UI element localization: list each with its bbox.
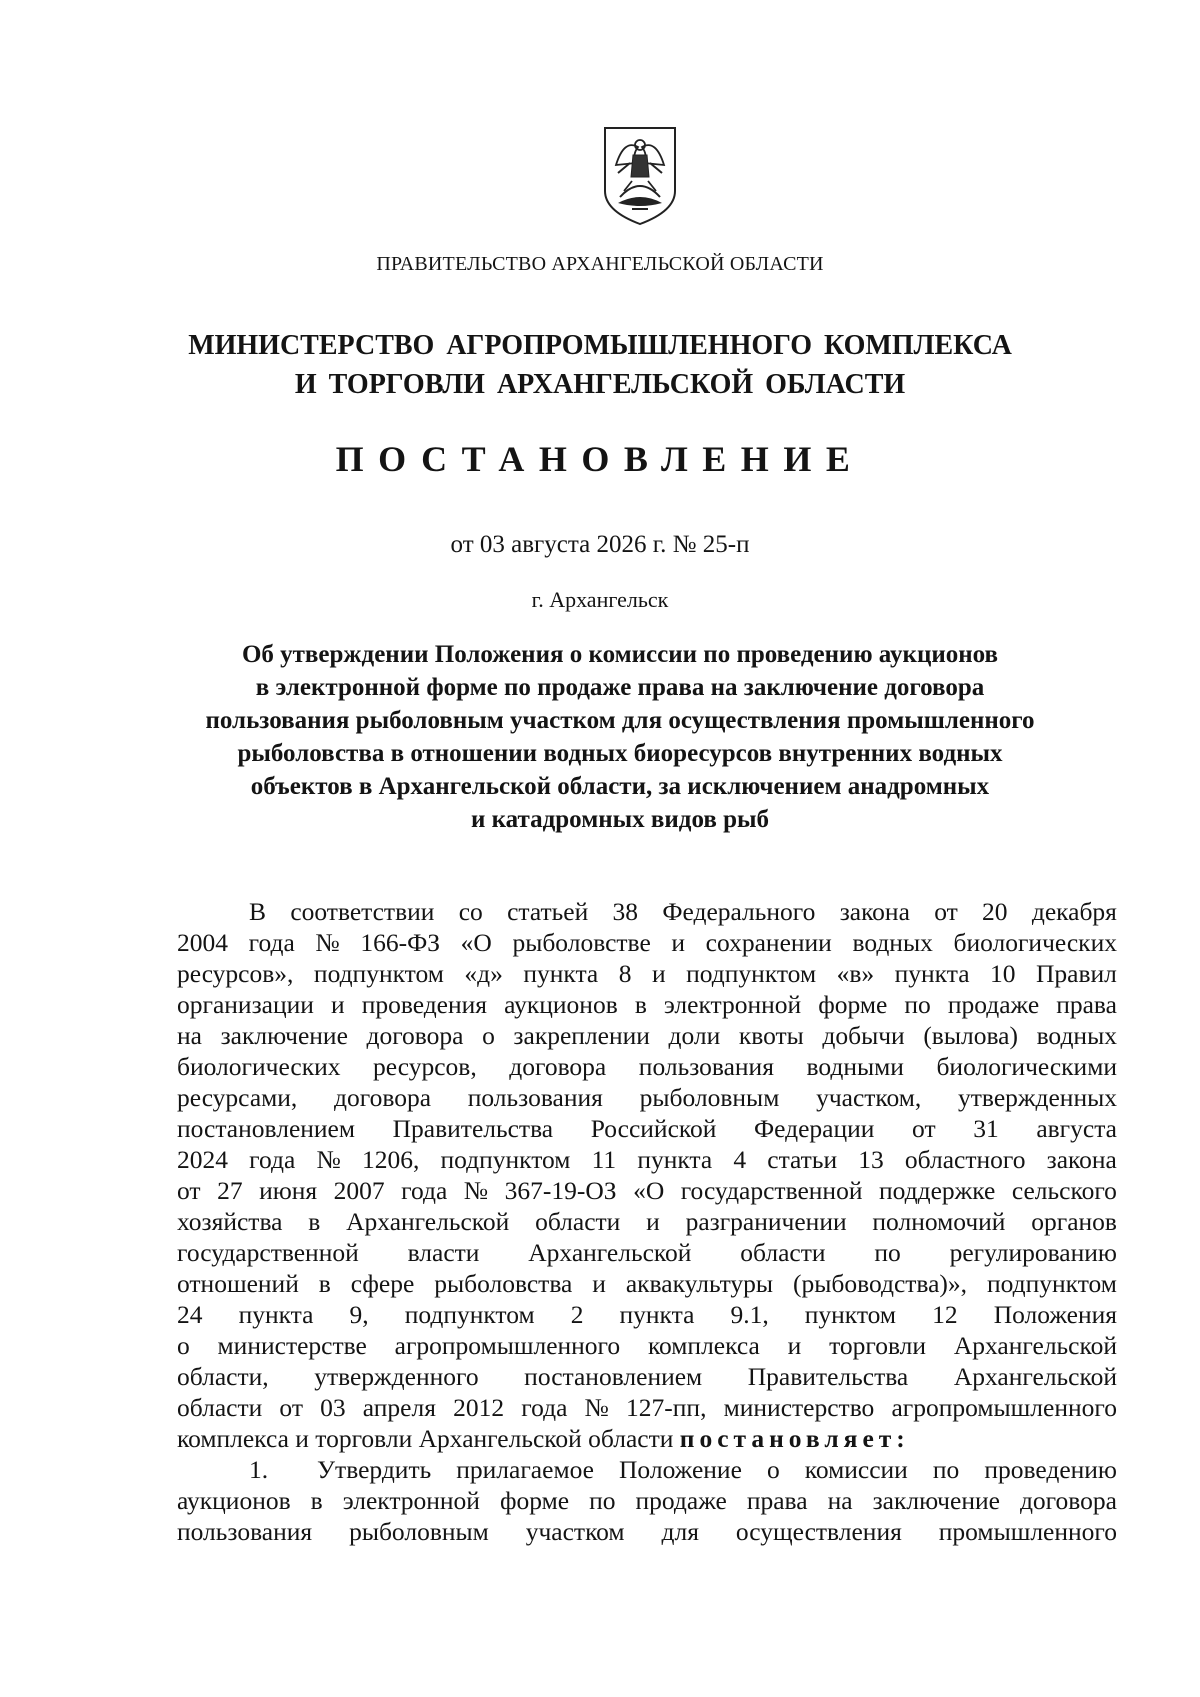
body-line: [177, 1423, 1117, 1454]
body-word: прилагаемое: [456, 1455, 594, 1484]
body-word: 12: [932, 1300, 958, 1329]
ministry-name-line: И ТОРГОВЛИ АРХАНГЕЛЬСКОЙ ОБЛАСТИ: [294, 369, 906, 400]
body-word: от: [279, 1393, 303, 1422]
body-word: агропромышленного: [891, 1393, 1117, 1422]
body-word: Федерального: [662, 897, 816, 926]
body-line: [177, 1175, 1117, 1206]
body-word: от: [912, 1114, 936, 1143]
body-word: продаже: [947, 990, 1040, 1019]
body-word: 20: [982, 897, 1008, 926]
body-word: рыболовным: [349, 1517, 489, 1546]
body-word: ресурсами,: [177, 1083, 298, 1112]
title-line: в электронной форме по продаже права на заключение договора: [255, 674, 985, 701]
body-word: договора: [334, 1083, 432, 1112]
body-word: 127-пп,: [626, 1393, 707, 1422]
body-word: рыболовным: [639, 1083, 780, 1112]
body-word: аквакультуры: [625, 1269, 774, 1298]
body-word: участком: [525, 1517, 625, 1546]
body-word: по: [874, 1238, 901, 1267]
body-word: пункта: [637, 1145, 713, 1174]
document-title: [140, 638, 1100, 836]
body-word: 166-ФЗ: [360, 928, 441, 957]
document-body: [177, 896, 1117, 1547]
body-word: 27: [217, 1176, 243, 1205]
resolution-keyword: постановляет:: [679, 1424, 910, 1453]
body-word: соответствии: [290, 897, 435, 926]
body-line: [177, 1051, 1117, 1082]
body-line: [177, 1516, 1117, 1547]
body-line: [177, 1113, 1117, 1144]
body-line: [177, 896, 1117, 927]
body-word: 24: [177, 1300, 203, 1329]
body-word: Федерации: [754, 1114, 875, 1143]
body-word: аукционов: [177, 1486, 291, 1515]
body-word: о: [177, 1331, 190, 1360]
body-word: агропромышленного: [394, 1331, 621, 1360]
clause-number: 1.: [249, 1455, 269, 1484]
body-word: пользования: [638, 1052, 774, 1081]
body-word: электронной: [342, 1486, 480, 1515]
body-word: заключение: [220, 1021, 348, 1050]
body-word: августа: [1036, 1114, 1117, 1143]
body-word: года: [249, 1145, 296, 1174]
body-word: пользования: [467, 1083, 603, 1112]
body-word: со: [458, 897, 483, 926]
body-word: форме: [818, 990, 888, 1019]
body-word: 11: [591, 1145, 617, 1174]
body-word: области: [740, 1238, 826, 1267]
body-word: пункта: [619, 1300, 695, 1329]
body-word: Российской: [590, 1114, 717, 1143]
body-word: постановлением: [177, 1114, 356, 1143]
body-word: закона: [1046, 1145, 1117, 1174]
body-word: №: [316, 1145, 341, 1174]
body-line: [177, 1020, 1117, 1051]
body-line: [177, 1330, 1117, 1361]
body-word: Правительства: [392, 1114, 554, 1143]
body-word: Архангельской: [528, 1238, 692, 1267]
document-type: ПОСТАНОВЛЕНИЕ: [335, 439, 865, 479]
body-word: органов: [1031, 1207, 1117, 1236]
body-line: [177, 989, 1117, 1020]
body-word: Положение: [619, 1455, 742, 1484]
body-word: 1206,: [361, 1145, 420, 1174]
body-word: рыболовстве: [512, 928, 651, 957]
body-word: и: [787, 1331, 802, 1360]
body-word: заключение: [872, 1486, 1000, 1515]
body-word: 31: [973, 1114, 999, 1143]
document-date-number: от 03 августа 2026 г. № 25-п: [450, 531, 750, 558]
body-word: Положения: [993, 1300, 1117, 1329]
body-word: Архангельской: [953, 1331, 1117, 1360]
body-word: по: [904, 990, 931, 1019]
body-word: подпунктом: [404, 1300, 535, 1329]
body-word: (вылова): [923, 1021, 1018, 1050]
body-word: электронной: [663, 990, 802, 1019]
body-word: 4: [733, 1145, 747, 1174]
body-line: [177, 958, 1117, 989]
body-word: утвержденного: [314, 1362, 479, 1391]
body-word: в: [308, 1207, 321, 1236]
body-word: «О: [633, 1176, 665, 1205]
body-line: [177, 1485, 1117, 1516]
body-word: утвержденных: [958, 1083, 1117, 1112]
body-word: торговли: [829, 1331, 927, 1360]
body-word: договора: [509, 1052, 607, 1081]
body-word: (рыбоводства)»,: [792, 1269, 968, 1298]
body-word: Архангельской: [953, 1362, 1117, 1391]
body-word: 9,: [349, 1300, 369, 1329]
body-word: года: [521, 1393, 568, 1422]
body-line-words: [317, 1454, 1117, 1485]
body-word: проведения: [361, 990, 488, 1019]
body-word: 2012: [453, 1393, 505, 1422]
body-word: продаже: [635, 1486, 727, 1515]
body-word: 367-19-ОЗ: [504, 1176, 617, 1205]
body-word: Архангельской: [346, 1207, 510, 1236]
body-word: отношений: [177, 1269, 299, 1298]
body-word: закона: [839, 897, 910, 926]
body-word: 2004: [177, 928, 228, 957]
body-word: Правил: [1036, 959, 1117, 988]
body-word: пункта: [894, 959, 970, 988]
government-name: ПРАВИТЕЛЬСТВО АРХАНГЕЛЬСКОЙ ОБЛАСТИ: [376, 253, 824, 275]
body-word: биологическими: [936, 1052, 1117, 1081]
body-line: [177, 1361, 1117, 1392]
body-word: разграничении: [685, 1207, 847, 1236]
body-word: областного: [904, 1145, 1026, 1174]
ministry-name-line: МИНИСТЕРСТВО АГРОПРОМЫШЛЕННОГО КОМПЛЕКСА: [188, 330, 1012, 361]
body-word: подпунктом: [986, 1269, 1117, 1298]
body-word: Правительства: [747, 1362, 909, 1391]
title-line: Об утверждении Положения о комиссии по проведению аукционов: [241, 641, 999, 668]
body-word: промышленного: [938, 1517, 1117, 1546]
body-word: участком,: [816, 1083, 922, 1112]
body-word: сохранении: [705, 928, 832, 957]
body-line: [177, 1268, 1117, 1299]
body-word: 2024: [177, 1145, 228, 1174]
body-word: 38: [612, 897, 639, 926]
body-word: 10: [990, 959, 1016, 988]
body-word: водных: [1036, 1021, 1117, 1050]
body-word: №: [315, 928, 340, 957]
body-word: аукционов: [504, 990, 618, 1019]
body-word: в: [318, 1269, 331, 1298]
body-line: [177, 927, 1117, 958]
body-word: статьи: [767, 1145, 838, 1174]
body-word: ресурсов»,: [177, 959, 294, 988]
body-word: и: [671, 928, 686, 957]
body-line: [177, 1144, 1117, 1175]
body-word: области: [535, 1207, 621, 1236]
body-word: на: [827, 1486, 853, 1515]
body-word: водных: [852, 928, 933, 957]
body-word: о: [482, 1021, 495, 1050]
body-word: организации: [177, 990, 314, 1019]
body-word: в: [634, 990, 647, 1019]
body-word: от: [934, 897, 958, 926]
body-word: 8: [618, 959, 632, 988]
body-word: государственной: [177, 1238, 359, 1267]
body-word: постановлением: [524, 1362, 703, 1391]
body-line: [177, 1206, 1117, 1237]
body-word: полномочий: [872, 1207, 1006, 1236]
body-word: форме: [499, 1486, 570, 1515]
body-word: «д»: [464, 959, 503, 988]
body-word: для: [661, 1517, 699, 1546]
body-word: водными: [806, 1052, 904, 1081]
body-word: поддержке: [878, 1176, 996, 1205]
body-word: 2007: [333, 1176, 385, 1205]
body-line: [177, 1237, 1117, 1268]
body-word: «в»: [836, 959, 875, 988]
body-word: и: [592, 1269, 606, 1298]
body-word: права: [746, 1486, 808, 1515]
body-word: добычи: [822, 1021, 905, 1050]
body-word: хозяйства: [177, 1207, 283, 1236]
body-word: статьей: [507, 897, 589, 926]
body-word: комплекса: [647, 1331, 760, 1360]
body-word: ресурсов,: [373, 1052, 477, 1081]
body-word: года: [401, 1176, 448, 1205]
body-word: подпунктом: [686, 959, 817, 988]
body-word: на: [177, 1021, 202, 1050]
ministry-name: [0, 326, 1200, 404]
body-word: комиссии: [804, 1455, 908, 1484]
body-text: комплекса и торговли Архангельской области: [177, 1424, 680, 1453]
body-word: биологических: [953, 928, 1117, 957]
body-word: регулированию: [949, 1238, 1117, 1267]
body-word: года: [248, 928, 295, 957]
body-word: «О: [460, 928, 492, 957]
body-line: [177, 1082, 1117, 1113]
body-word: осуществления: [735, 1517, 902, 1546]
body-word: пунктом: [804, 1300, 897, 1329]
body-word: Утвердить: [317, 1455, 432, 1484]
body-word: апреля: [362, 1393, 436, 1422]
body-word: 13: [858, 1145, 884, 1174]
title-line: пользования рыболовным участком для осуществления промышленного: [205, 707, 1035, 734]
body-word: №: [463, 1176, 489, 1205]
body-word: рыболовства: [434, 1269, 573, 1298]
title-line: объектов в Архангельской области, за исключением анадромных: [250, 773, 990, 800]
body-word: в: [310, 1486, 323, 1515]
body-word: области,: [177, 1362, 269, 1391]
title-line: и катадромных видов рыб: [471, 806, 769, 833]
body-word: 03: [320, 1393, 346, 1422]
body-word: по: [932, 1455, 960, 1484]
body-word: по: [589, 1486, 616, 1515]
body-word: пункта: [238, 1300, 314, 1329]
body-word: подпунктом: [313, 959, 444, 988]
body-word: июня: [259, 1176, 318, 1205]
body-word: проведению: [984, 1455, 1117, 1484]
body-word: 2: [570, 1300, 584, 1329]
body-word: пункта: [523, 959, 599, 988]
body-line: [177, 1454, 1117, 1485]
body-word: пользования: [177, 1517, 313, 1546]
body-word: договора: [366, 1021, 464, 1050]
body-word: и: [330, 990, 345, 1019]
body-word: биологических: [177, 1052, 341, 1081]
body-word: 9.1,: [730, 1300, 769, 1329]
body-word: В: [249, 897, 267, 926]
title-line: рыболовства в отношении водных биоресурсов внутренних водных: [237, 740, 1003, 767]
body-word: о: [766, 1455, 780, 1484]
body-word: области: [177, 1393, 263, 1422]
body-word: подпунктом: [440, 1145, 571, 1174]
body-word: закреплении: [513, 1021, 650, 1050]
body-word: декабря: [1031, 897, 1117, 926]
body-word: сфере: [350, 1269, 415, 1298]
body-word: и: [646, 1207, 660, 1236]
body-word: права: [1056, 990, 1117, 1019]
body-word: сельского: [1011, 1176, 1117, 1205]
body-word: и: [651, 959, 666, 988]
body-word: министерство: [723, 1393, 875, 1422]
body-word: власти: [407, 1238, 480, 1267]
body-word: квоты: [738, 1021, 804, 1050]
body-word: договора: [1019, 1486, 1117, 1515]
document-city: г. Архангельск: [531, 587, 669, 612]
body-word: доли: [668, 1021, 721, 1050]
body-word: от: [177, 1176, 201, 1205]
body-line: [177, 1299, 1117, 1330]
body-line: [177, 1392, 1117, 1423]
body-word: министерстве: [217, 1331, 367, 1360]
body-word: государственной: [680, 1176, 863, 1205]
body-word: №: [584, 1393, 609, 1422]
coat-of-arms-icon: [602, 125, 678, 227]
